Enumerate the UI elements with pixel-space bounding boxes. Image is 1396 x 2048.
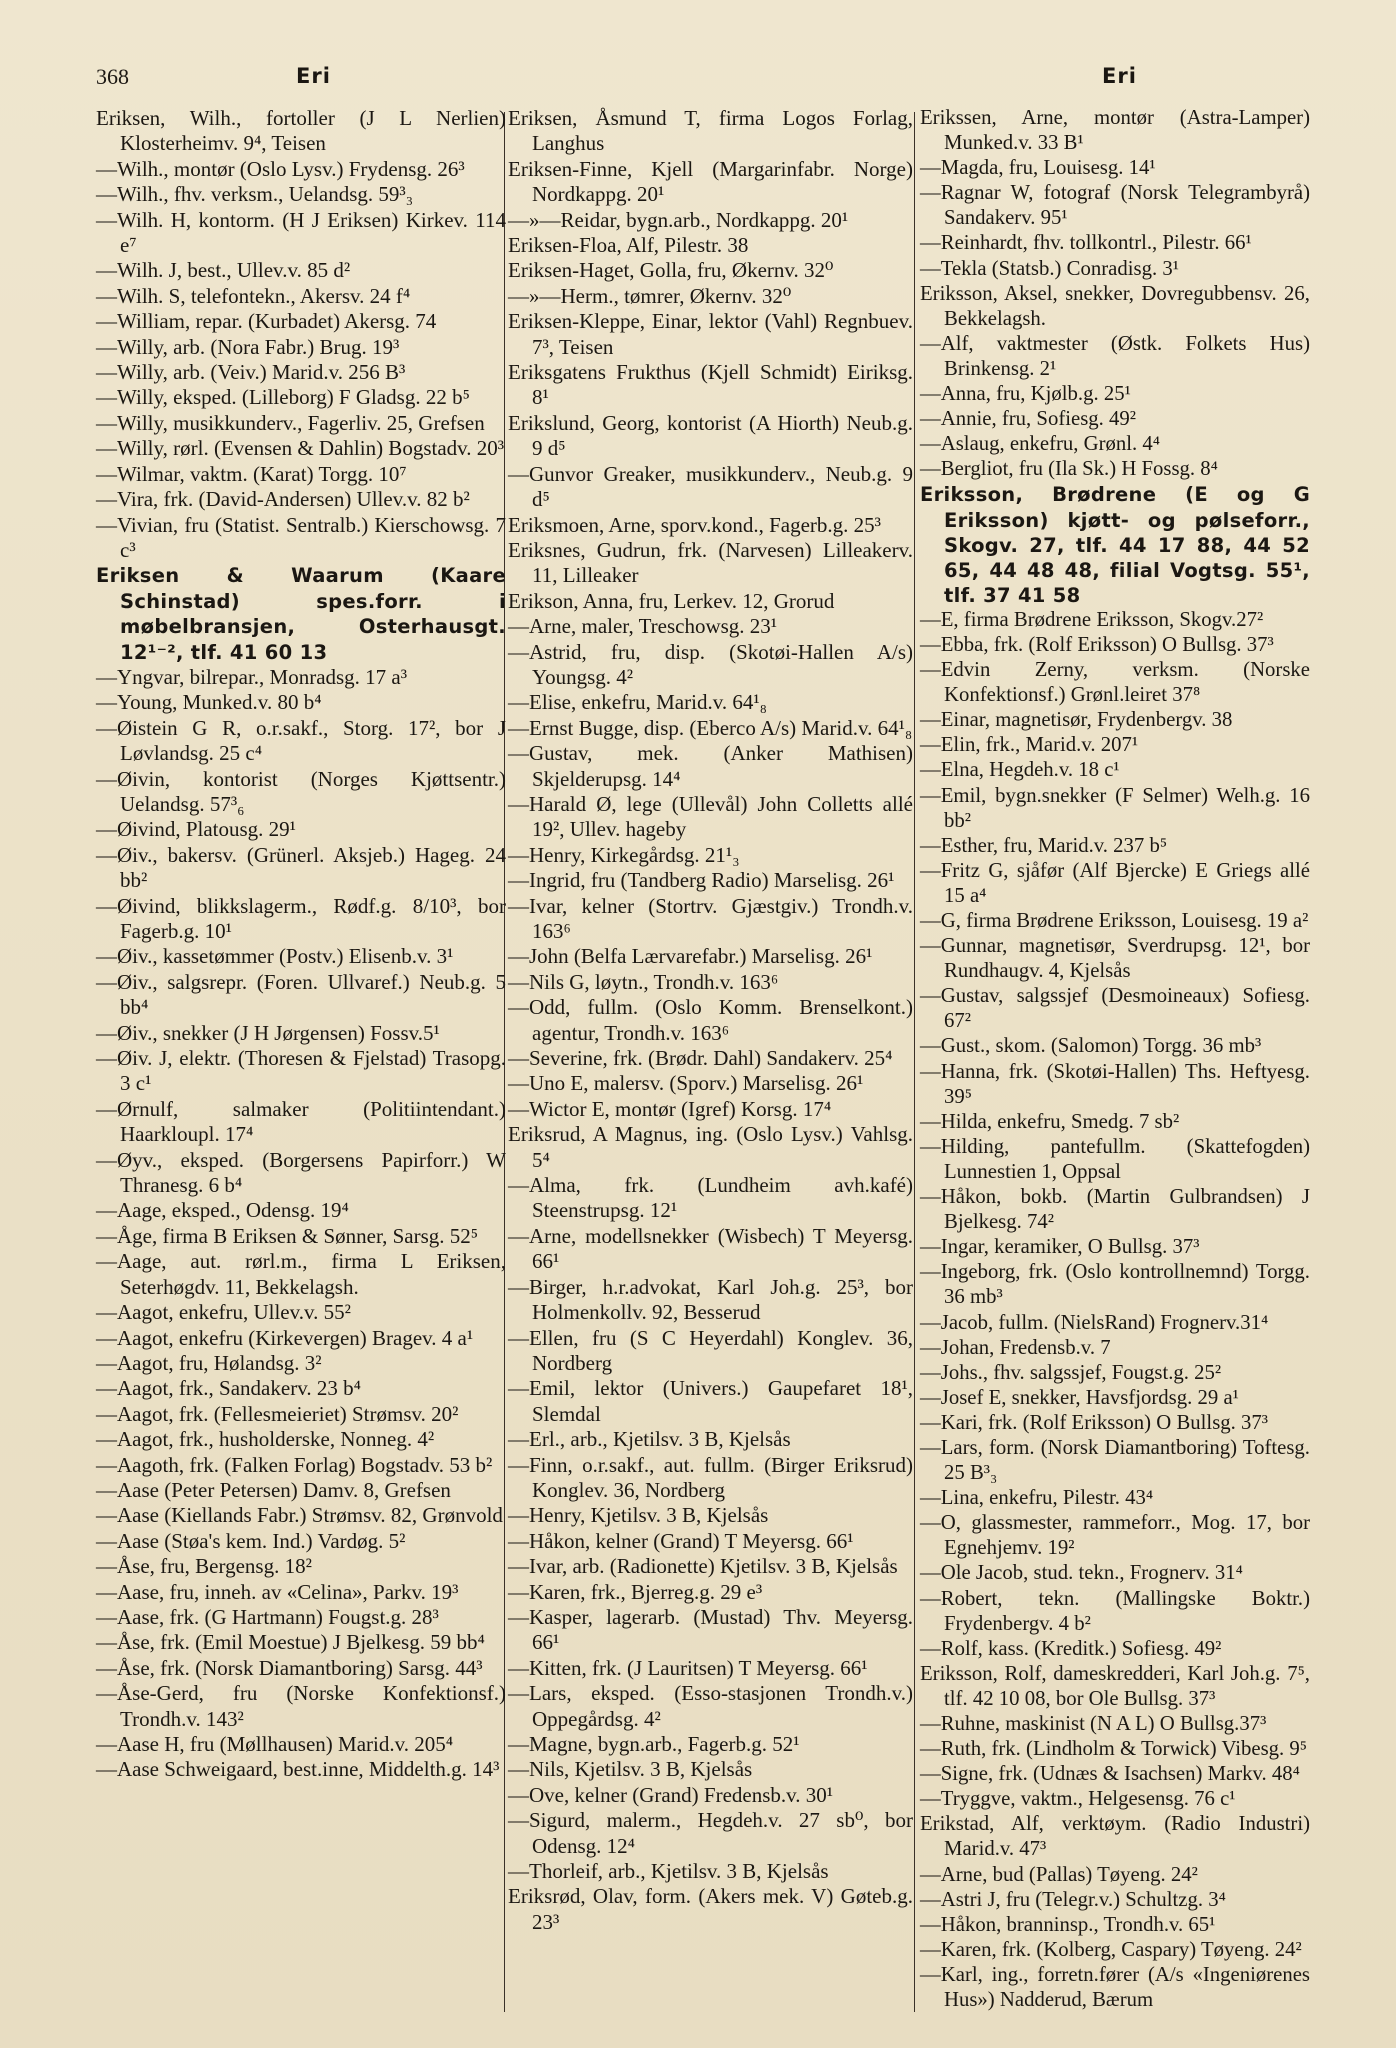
directory-entry: —Astrid, fru, disp. (Skotøi-Hallen A/s) Youngsg. 4²	[508, 639, 913, 689]
directory-entry: Eriksnes, Gudrun, frk. (Narvesen) Lilleakerv. 11, Lilleaker	[508, 537, 913, 588]
directory-entry: —Arne, maler, Treschowsg. 23¹	[508, 614, 778, 639]
directory-entry: —Håkon, kelner (Grand) T Meyersg. 66¹	[508, 1528, 854, 1553]
directory-entry: —Øiv., bakersv. (Grünerl. Aksjeb.) Hageg. 24 bb²	[96, 842, 506, 893]
directory-entry: —Einar, magnetisør, Frydenbergv. 38	[920, 709, 1233, 732]
directory-entry: —Håkon, bokb. (Martin Gulbrandsen) J Bjelkesg. 74²	[920, 1186, 1310, 1234]
directory-entry: —Robert, tekn. (Mallingske Boktr.) Frydenbergv. 4 b²	[920, 1587, 1310, 1635]
directory-entry: —Anna, fru, Kjølb.g. 25¹	[920, 383, 1131, 406]
directory-entry: —Aagot, enkefru (Kirkevergen) Bragev. 4 a¹	[96, 1325, 474, 1350]
directory-entry: —Arne, bud (Pallas) Tøyeng. 24²	[920, 1863, 1198, 1886]
directory-entry: —Åse, frk. (Emil Moestue) J Bjelkesg. 59 bb⁴	[96, 1630, 485, 1655]
directory-entry: Eriksen & Waarum (Kaare Schinstad) spes.forr. i møbelbransjen, Osterhausgt. 12¹⁻², tlf. 41 60 13	[96, 564, 506, 664]
directory-entry: —Thorleif, arb., Kjetilsv. 3 B, Kjelsås	[508, 1859, 829, 1884]
directory-entry: —Elise, enkefru, Marid.v. 64¹₈	[508, 690, 767, 715]
directory-entry: —Finn, o.r.sakf., aut. fullm. (Birger Eriksrud) Konglev. 36, Nordberg	[508, 1452, 913, 1502]
directory-entry: —»—Herm., tømrer, Økernv. 32⁰	[508, 283, 792, 308]
directory-entry: —Johs., fhv. salgssjef, Fougst.g. 25²	[920, 1361, 1222, 1384]
directory-entry: Eriksen-Finne, Kjell (Margarinfabr. Norge) Nordkappg. 20¹	[508, 156, 913, 207]
page-number: 368	[96, 64, 129, 89]
directory-entry: —John (Belfa Lærvarefabr.) Marselisg. 26¹	[508, 944, 873, 969]
directory-entry: —Henry, Kirkegårdsg. 21¹₃	[508, 842, 740, 867]
directory-entry: —Aase, fru, inneh. av «Celina», Parkv. 19³	[96, 1579, 459, 1604]
directory-entry: —Johan, Fredensb.v. 7	[920, 1336, 1111, 1359]
directory-entry: —Aase H, fru (Møllhausen) Marid.v. 205⁴	[96, 1732, 454, 1756]
directory-entry: —Kari, frk. (Rolf Eriksson) O Bullsg. 37³	[920, 1411, 1268, 1434]
directory-entry: —Lina, enkefru, Pilestr. 43⁴	[920, 1487, 1154, 1510]
directory-entry: —Annie, fru, Sofiesg. 49²	[920, 408, 1137, 431]
directory-entry: —Nils G, løytn., Trondh.v. 163⁶	[508, 969, 779, 994]
directory-entry: —Øyv., eksped. (Borgersens Papirforr.) W Thranesg. 6 b⁴	[96, 1147, 506, 1198]
directory-entry: —Aage, eksped., Odensg. 19⁴	[96, 1198, 349, 1223]
directory-entry: —Øivind, Platousg. 29¹	[96, 817, 296, 842]
directory-entry: —Karen, frk., Bjerreg.g. 29 e³	[508, 1579, 763, 1604]
directory-entry: —Øivind, blikkslagerm., Rødf.g. 8/10³, bor Fagerb.g. 10¹	[96, 893, 506, 943]
directory-entry: —Åge, firma B Eriksen & Sønner, Sarsg. 52⁵	[96, 1223, 479, 1248]
directory-entry: —Ivar, kelner (Stortrv. Gjæstgiv.) Trondh.v. 163⁶	[508, 893, 913, 943]
directory-entry: —Aagot, frk., Sandakerv. 23 b⁴	[96, 1376, 361, 1401]
directory-entry: —Ingeborg, frk. (Oslo kontrollnemnd) Torgg. 36 mb³	[920, 1261, 1310, 1309]
right-guide-word: Eri	[1102, 64, 1137, 88]
directory-entry: —Wilh., fhv. verksm., Uelandsg. 59³₃	[96, 182, 414, 207]
directory-entry: —Åse-Gerd, fru (Norske Konfektionsf.) Trondh.v. 143²	[96, 1681, 506, 1731]
left-guide-word: Eri	[296, 64, 331, 88]
directory-entry: —Nils, Kjetilsv. 3 B, Kjelsås	[508, 1757, 753, 1782]
directory-entry: —Erl., arb., Kjetilsv. 3 B, Kjelsås	[508, 1427, 791, 1452]
directory-entry: —G, firma Brødrene Eriksson, Louisesg. 19 a²	[920, 910, 1309, 932]
directory-entry: —Wilh. J, best., Ullev.v. 85 d²	[96, 258, 351, 283]
directory-entry: —Uno E, malersv. (Sporv.) Marselisg. 26¹	[508, 1071, 864, 1096]
directory-entry: —Aagot, fru, Hølandsg. 3²	[96, 1350, 322, 1375]
directory-entry: —Ruth, frk. (Lindholm & Torwick) Vibesg. 9⁵	[920, 1738, 1308, 1761]
column-divider	[914, 112, 915, 2012]
directory-entry: —Aslaug, enkefru, Grønl. 4⁴	[920, 433, 1161, 456]
directory-entry: Eriksson, Brødrene (E og G Eriksson) kjøtt- og pølseforr., Skogv. 27, tlf. 44 17 88, 44 52 65, 44 48 48, filial Vogtsg. 55¹, tlf. 37 41 58	[920, 483, 1310, 607]
directory-entry: —Elin, frk., Marid.v. 207¹	[920, 734, 1139, 757]
directory-entry: Erikson, Anna, fru, Lerkev. 12, Grorud	[508, 588, 835, 613]
directory-entry: —Gustav, mek. (Anker Mathisen) Skjelderupsg. 14⁴	[508, 741, 913, 791]
directory-column-3	[920, 106, 1310, 2013]
directory-entry: Eriksen-Haget, Golla, fru, Økernv. 32⁰	[508, 258, 834, 283]
directory-entry: —O, glassmester, rammeforr., Mog. 17, bor Egnehjemv. 19²	[920, 1512, 1310, 1560]
directory-entry: —Willy, musikkunderv., Fagerliv. 25, Grefsen	[96, 410, 485, 435]
directory-entry: —Astri J, fru (Telegr.v.) Schultzg. 3⁴	[920, 1888, 1226, 1911]
directory-entry: —Ingrid, fru (Tandberg Radio) Marselisg. 26¹	[508, 868, 895, 893]
directory-entry: —Yngvar, bilrepar., Monradsg. 17 a³	[96, 664, 408, 689]
directory-entry: —Jacob, fullm. (NielsRand) Frognerv.31⁴	[920, 1311, 1269, 1334]
directory-entry: Eriksen, Wilh., fortoller (J L Nerlien) Klosterheimv. 9⁴, Teisen	[96, 106, 506, 156]
directory-entry: —Ruhne, maskinist (N A L) O Bullsg.37³	[920, 1713, 1267, 1735]
directory-entry: —Aase (Støa's kem. Ind.) Vardøg. 5²	[96, 1528, 406, 1553]
directory-entry: —Ragnar W, fotograf (Norsk Telegrambyrå) Sandakerv. 95¹	[920, 182, 1310, 230]
directory-entry: —Esther, fru, Marid.v. 237 b⁵	[920, 834, 1168, 857]
directory-entry: —Vivian, fru (Statist. Sentralb.) Kierschowsg. 7 c³	[96, 512, 506, 562]
directory-entry: —Øistein G R, o.r.sakf., Storg. 17², bor J Løvlandsg. 25 c⁴	[96, 715, 506, 766]
directory-entry: —Hilding, pantefullm. (Skattefogden) Lunnestien 1, Oppsal	[920, 1135, 1310, 1183]
directory-entry: —Aase Schweigaard, best.inne, Middelth.g. 14³	[96, 1757, 500, 1782]
directory-entry: —Karl, ing., forretn.fører (A/s «Ingeniørenes Hus») Nadderud, Bærum	[920, 1963, 1310, 2012]
directory-entry: —Ellen, fru (S C Heyerdahl) Konglev. 36, Nordberg	[508, 1325, 913, 1375]
directory-entry: —Øivin, kontorist (Norges Kjøttsentr.) Uelandsg. 57³₆	[96, 766, 506, 816]
directory-entry: —Øiv., salgsrepr. (Foren. Ullvaref.) Neub.g. 5 bb⁴	[96, 969, 506, 1020]
directory-entry: —Gunnar, magnetisør, Sverdrupsg. 12¹, bor Rundhaugv. 4, Kjelsås	[920, 935, 1310, 983]
directory-entry: —»—Reidar, bygn.arb., Nordkappg. 20¹	[508, 207, 849, 232]
directory-entry: —Henry, Kjetilsv. 3 B, Kjelsås	[508, 1503, 769, 1528]
directory-entry: —Aase, frk. (G Hartmann) Fougst.g. 28³	[96, 1604, 439, 1629]
directory-entry: Erikslund, Georg, kontorist (A Hiorth) Neub.g. 9 d⁵	[508, 410, 913, 461]
directory-entry: —Kitten, frk. (J Lauritsen) T Meyersg. 66¹	[508, 1655, 868, 1680]
directory-entry: —Josef E, snekker, Havsfjordsg. 29 a¹	[920, 1386, 1239, 1409]
directory-entry: —Tryggve, vaktm., Helgesensg. 76 c¹	[920, 1788, 1236, 1811]
directory-entry: —Vira, frk. (David-Andersen) Ullev.v. 82 b²	[96, 487, 470, 512]
directory-entry: —Åse, frk. (Norsk Diamantboring) Sarsg. 44³	[96, 1655, 483, 1680]
directory-entry: —Odd, fullm. (Oslo Komm. Brenselkont.) agentur, Trondh.v. 163⁶	[508, 995, 913, 1045]
directory-entry: —Wictor E, montør (Igref) Korsg. 17⁴	[508, 1096, 832, 1121]
directory-entry: —Gust., skom. (Salomon) Torgg. 36 mb³	[920, 1035, 1262, 1058]
directory-entry: —E, firma Brødrene Eriksson, Skogv.27²	[920, 608, 1264, 631]
directory-entry: —Willy, arb. (Nora Fabr.) Brug. 19³	[96, 334, 400, 359]
directory-entry: —Hilda, enkefru, Smedg. 7 sb²	[920, 1110, 1180, 1133]
directory-entry: —Aagot, frk. (Fellesmeieriet) Strømsv. 20²	[96, 1401, 459, 1426]
directory-entry: Eriksson, Aksel, snekker, Dovregubbensv. 26, Bekkelagsh.	[920, 282, 1310, 330]
directory-entry: —Sigurd, malerm., Hegdeh.v. 27 sb⁰, bor Odensg. 12⁴	[508, 1808, 913, 1858]
directory-entry: Eriksmoen, Arne, sporv.kond., Fagerb.g. 25³	[508, 512, 881, 537]
directory-entry: —Arne, modellsnekker (Wisbech) T Meyersg. 66¹	[508, 1223, 913, 1274]
directory-entry: —Lars, form. (Norsk Diamantboring) Toftesg. 25 B³₃	[920, 1436, 1310, 1485]
directory-entry: —Young, Munked.v. 80 b⁴	[96, 690, 322, 715]
directory-entry: —Emil, bygn.snekker (F Selmer) Welh.g. 16 bb²	[920, 784, 1310, 832]
directory-entry: —Ole Jacob, stud. tekn., Frognerv. 31⁴	[920, 1562, 1243, 1585]
directory-entry: —Tekla (Statsb.) Conradisg. 3¹	[920, 257, 1179, 280]
directory-entry: —Alf, vaktmester (Østk. Folkets Hus) Brinkensg. 2¹	[920, 332, 1310, 380]
directory-entry: —Kasper, lagerarb. (Mustad) Thv. Meyersg. 66¹	[508, 1604, 913, 1655]
directory-entry: —Reinhardt, fhv. tollkontrl., Pilestr. 66¹	[920, 232, 1252, 255]
directory-entry: Erikssen, Arne, montør (Astra-Lamper) Munked.v. 33 B¹	[920, 107, 1310, 155]
directory-entry: —Aase (Peter Petersen) Damv. 8, Grefsen	[96, 1477, 451, 1502]
directory-entry: —Aagot, enkefru, Ullev.v. 55²	[96, 1300, 351, 1325]
directory-entry: —Aagot, frk., husholderske, Nonneg. 4²	[96, 1427, 435, 1452]
directory-entry: —Ernst Bugge, disp. (Eberco A/s) Marid.v. 64¹₈	[508, 715, 913, 740]
directory-entry: —Øiv., snekker (J H Jørgensen) Fossv.5¹	[96, 1020, 440, 1045]
directory-entry: Eriksgatens Frukthus (Kjell Schmidt) Eiriksg. 8¹	[508, 360, 913, 410]
directory-entry: —Birger, h.r.advokat, Karl Joh.g. 25³, bor Holmenkollv. 92, Besserud	[508, 1274, 913, 1325]
directory-entry: —Alma, frk. (Lundheim avh.kafé) Steenstrupsg. 12¹	[508, 1173, 913, 1223]
directory-entry: —Willy, eksped. (Lilleborg) F Gladsg. 22 b⁵	[96, 385, 470, 410]
directory-entry: Eriksen-Kleppe, Einar, lektor (Vahl) Regnbuev. 7³, Teisen	[508, 309, 913, 359]
directory-entry: —Bergliot, fru (Ila Sk.) H Fossg. 8⁴	[920, 458, 1218, 481]
directory-entry: —Gustav, salgssjef (Desmoineaux) Sofiesg. 67²	[920, 985, 1310, 1033]
directory-entry: —Aagoth, frk. (Falken Forlag) Bogstadv. 53 b²	[96, 1452, 493, 1477]
directory-entry: Erikstad, Alf, verktøym. (Radio Industri) Marid.v. 47³	[920, 1813, 1310, 1861]
directory-entry: —Ebba, frk. (Rolf Eriksson) O Bullsg. 37³	[920, 633, 1274, 656]
directory-entry: —Aase (Kiellands Fabr.) Strømsv. 82, Grønvold	[96, 1503, 503, 1528]
directory-entry: Eriksen, Åsmund T, firma Logos Forlag, Langhus	[508, 106, 913, 156]
directory-entry: —Wilmar, vaktm. (Karat) Torgg. 10⁷	[96, 461, 407, 486]
directory-entry: —Wilh. S, telefontekn., Akersv. 24 f⁴	[96, 283, 411, 308]
directory-entry: —Rolf, kass. (Kreditk.) Sofiesg. 49²	[920, 1637, 1222, 1660]
directory-entry: —Gunvor Greaker, musikkunderv., Neub.g. 9 d⁵	[508, 461, 913, 512]
directory-entry: —Willy, arb. (Veiv.) Marid.v. 256 B³	[96, 360, 406, 385]
directory-entry: —Ivar, arb. (Radionette) Kjetilsv. 3 B, Kjelsås	[508, 1554, 898, 1579]
directory-entry: —Magne, bygn.arb., Fagerb.g. 52¹	[508, 1732, 800, 1756]
directory-entry: —Fritz G, sjåfør (Alf Bjercke) E Griegs allé 15 a⁴	[920, 859, 1310, 907]
directory-entry: Eriksrød, Olav, form. (Akers mek. V) Gøteb.g. 23³	[508, 1884, 913, 1934]
directory-entry: —Severine, frk. (Brødr. Dahl) Sandakerv. 25⁴	[508, 1046, 893, 1071]
directory-column-2	[508, 106, 913, 1935]
directory-entry: —Karen, frk. (Kolberg, Caspary) Tøyeng. 24²	[920, 1938, 1302, 1961]
directory-entry: —Hanna, frk. (Skotøi-Hallen) Ths. Heftyesg. 39⁵	[920, 1060, 1310, 1108]
directory-entry: Eriksrud, A Magnus, ing. (Oslo Lysv.) Vahlsg. 5⁴	[508, 1122, 913, 1172]
directory-entry: —Magda, fru, Louisesg. 14¹	[920, 157, 1156, 180]
directory-entry: —William, repar. (Kurbadet) Akersg. 74	[96, 309, 437, 334]
directory-entry: —Harald Ø, lege (Ullevål) John Colletts allé 19², Ullev. hageby	[508, 791, 913, 842]
directory-entry: —Øiv. J, elektr. (Thoresen & Fjelstad) Trasopg. 3 c¹	[96, 1046, 506, 1096]
directory-entry: Eriksen-Floa, Alf, Pilestr. 38	[508, 233, 749, 258]
directory-entry: —Signe, frk. (Udnæs & Isachsen) Markv. 48⁴	[920, 1763, 1300, 1786]
directory-entry: —Aage, aut. rørl.m., firma L Eriksen, Seterhøgdv. 11, Bekkelagsh.	[96, 1249, 506, 1299]
directory-entry: —Ove, kelner (Grand) Fredensb.v. 30¹	[508, 1782, 834, 1807]
directory-entry: —Ingar, keramiker, O Bullsg. 37³	[920, 1236, 1200, 1259]
directory-entry: —Ørnulf, salmaker (Politiintendant.) Haarkloupl. 17⁴	[96, 1096, 506, 1147]
directory-entry: —Lars, eksped. (Esso-stasjonen Trondh.v.) Oppegårdsg. 4²	[508, 1681, 913, 1731]
directory-entry: Eriksson, Rolf, dameskredderi, Karl Joh.g. 7⁵, tlf. 42 10 08, bor Ole Bullsg. 37³	[920, 1662, 1310, 1710]
directory-column-1	[96, 106, 506, 1783]
directory-entry: —Emil, lektor (Univers.) Gaupefaret 18¹, Slemdal	[508, 1376, 913, 1426]
directory-entry: —Øiv., kassetømmer (Postv.) Elisenb.v. 3¹	[96, 944, 454, 969]
directory-entry: —Wilh. H, kontorm. (H J Eriksen) Kirkev. 114 e⁷	[96, 207, 506, 258]
directory-entry: —Edvin Zerny, verksm. (Norske Konfektionsf.) Grønl.leiret 37⁸	[920, 659, 1310, 707]
directory-entry: —Wilh., montør (Oslo Lysv.) Frydensg. 26³	[96, 156, 465, 181]
directory-entry: —Håkon, branninsp., Trondh.v. 65¹	[920, 1913, 1216, 1936]
directory-entry: —Willy, rørl. (Evensen & Dahlin) Bogstadv. 20³	[96, 436, 505, 461]
directory-entry: —Åse, fru, Bergensg. 18²	[96, 1554, 312, 1579]
directory-entry: —Elna, Hegdeh.v. 18 c¹	[920, 759, 1120, 782]
